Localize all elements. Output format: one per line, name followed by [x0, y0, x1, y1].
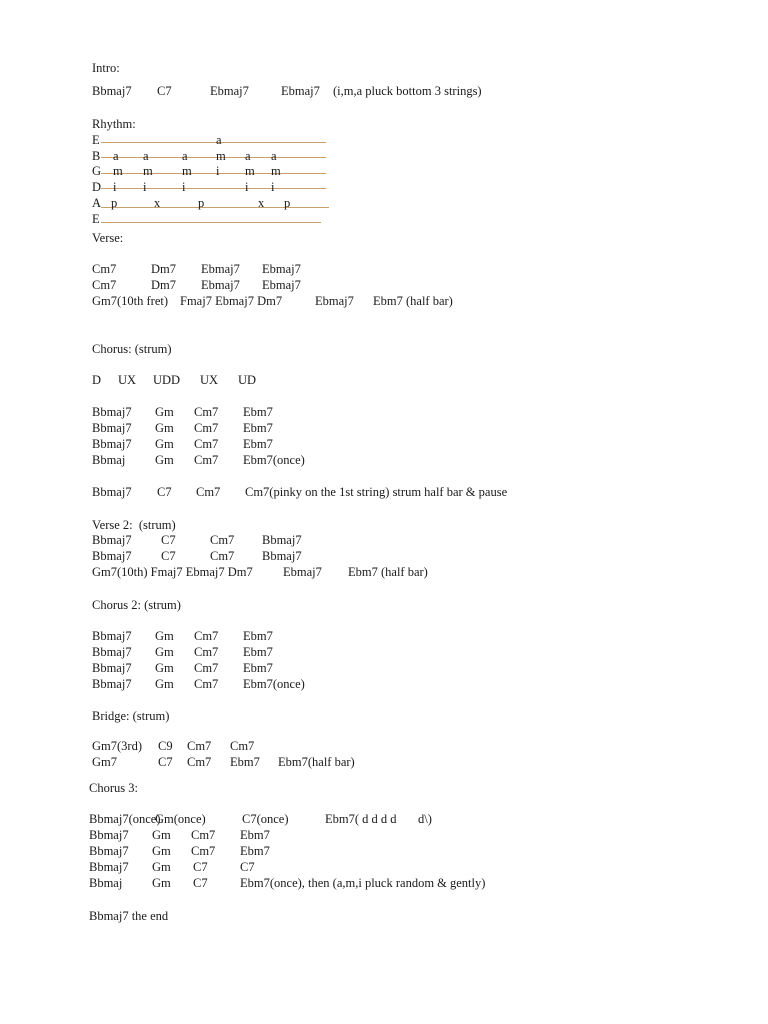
chord: Ebmaj7	[283, 565, 322, 579]
chord: C7	[157, 84, 172, 98]
chord: Bbmaj7	[92, 405, 132, 419]
tab-note: x	[258, 196, 265, 210]
chord: Ebm7	[240, 828, 270, 842]
verse2-heading: Verse 2: (strum)	[92, 518, 176, 532]
chord: Cm7	[187, 739, 212, 753]
tab-note: a	[271, 149, 277, 163]
chord: Gm	[152, 860, 171, 874]
tab-note: a	[113, 149, 119, 163]
tab-note: p	[111, 196, 118, 210]
chord: C7	[158, 755, 173, 769]
tab-string-line	[101, 207, 329, 208]
tab-note: m	[271, 164, 281, 178]
tab-note: m	[216, 149, 226, 163]
chord: Gm7	[92, 755, 117, 769]
strum-step: UX	[200, 373, 219, 387]
strum-step: UDD	[153, 373, 181, 387]
chord: C7	[161, 533, 176, 547]
chord: Gm	[155, 405, 174, 419]
intro-heading: Intro:	[92, 61, 120, 75]
chord: Ebmaj7	[201, 278, 240, 292]
chorus2-heading: Chorus 2: (strum)	[92, 598, 181, 612]
strum-step: UX	[118, 373, 137, 387]
chord: Cm7	[194, 421, 219, 435]
chord: Gm	[152, 876, 171, 890]
chord: Bbmaj7	[92, 84, 132, 98]
chord: Ebm7	[243, 661, 273, 675]
tab-note: a	[143, 149, 149, 163]
chord: Ebm7	[243, 421, 273, 435]
chord: Bbmaj7(once)	[89, 812, 161, 826]
ending-line: Bbmaj7 the end	[89, 909, 169, 923]
chord: Bbmaj7	[262, 549, 302, 563]
rhythm-heading: Rhythm:	[92, 117, 136, 131]
tab-string-name: E	[92, 133, 100, 147]
chord: Bbmaj7	[92, 549, 132, 563]
chord: Gm	[155, 437, 174, 451]
chord: Gm	[155, 661, 174, 675]
chord: d\)	[418, 812, 432, 826]
chord: Cm7	[230, 739, 255, 753]
chord: Ebm7( d d d d	[325, 812, 397, 826]
tab-string-name: E	[92, 212, 100, 226]
chord-note: (i,m,a pluck bottom 3 strings)	[333, 84, 482, 98]
chord: Cm7	[92, 278, 117, 292]
chord: Ebm7	[230, 755, 260, 769]
chord: Gm	[155, 629, 174, 643]
chord: Cm7	[194, 405, 219, 419]
chord: Bbmaj7	[89, 860, 129, 874]
chord: C7(once)	[242, 812, 289, 826]
chord: Ebm7	[243, 437, 273, 451]
chord: Bbmaj7	[92, 661, 132, 675]
tab-note: m	[113, 164, 123, 178]
chord: Cm7	[194, 645, 219, 659]
chord: Ebm7	[243, 645, 273, 659]
tab-note: a	[182, 149, 188, 163]
tab-string-line	[101, 157, 326, 158]
chord: Cm7	[92, 262, 117, 276]
chord: Ebmaj7	[201, 262, 240, 276]
chord: Ebmaj7	[281, 84, 320, 98]
tab-string-name: D	[92, 180, 102, 194]
chord: Bbmaj7	[89, 844, 129, 858]
chord: Bbmaj7	[262, 533, 302, 547]
chord: Ebm7(once)	[243, 453, 305, 467]
tab-note: p	[198, 196, 205, 210]
chord: C9	[158, 739, 173, 753]
chord: Bbmaj	[89, 876, 123, 890]
chord: Bbmaj7	[92, 645, 132, 659]
chord: Cm7	[210, 549, 235, 563]
tab-string-line	[101, 173, 326, 174]
tab-note: i	[271, 180, 275, 194]
chord: C7	[157, 485, 172, 499]
chord: Cm7	[187, 755, 212, 769]
chord: Bbmaj7	[92, 437, 132, 451]
chord: Gm	[155, 421, 174, 435]
chord: Cm7	[191, 844, 216, 858]
chord: Ebm7 (half bar)	[348, 565, 428, 579]
chord: Bbmaj7	[92, 533, 132, 547]
tab-note: i	[216, 164, 220, 178]
chord: Bbmaj7	[92, 629, 132, 643]
tab-note: i	[113, 180, 117, 194]
chord: Cm7	[194, 453, 219, 467]
chord: C7	[193, 860, 208, 874]
chord: Cm7	[191, 828, 216, 842]
chorus3-heading: Chorus 3:	[89, 781, 138, 795]
strum-step: D	[92, 373, 102, 387]
chord: Ebmaj7	[315, 294, 354, 308]
tab-string-line	[101, 188, 326, 189]
chord: Gm	[155, 677, 174, 691]
tab-string-line	[101, 142, 326, 143]
chord: Bbmaj7	[92, 677, 132, 691]
tab-string-name: B	[92, 149, 101, 163]
chord: Cm7	[196, 485, 221, 499]
chord: Cm7	[194, 661, 219, 675]
chord: Gm	[152, 844, 171, 858]
chord: Ebmaj7	[262, 278, 301, 292]
chord: Fmaj7 Ebmaj7 Dm7	[180, 294, 283, 308]
chord: C7	[193, 876, 208, 890]
chord: Ebm7 (half bar)	[373, 294, 453, 308]
chord: Gm7(3rd)	[92, 739, 142, 753]
chord: Ebm7(half bar)	[278, 755, 355, 769]
chord: Ebmaj7	[210, 84, 249, 98]
chord: Ebmaj7	[262, 262, 301, 276]
chord: Ebm7	[243, 629, 273, 643]
tab-note: i	[143, 180, 147, 194]
chord: Bbmaj7	[92, 485, 132, 499]
bridge-heading: Bridge: (strum)	[92, 709, 170, 723]
tab-note: x	[154, 196, 161, 210]
tab-string-name: A	[92, 196, 102, 210]
chorus-heading: Chorus: (strum)	[92, 342, 172, 356]
chord: Ebm7	[243, 405, 273, 419]
chord: Cm7	[210, 533, 235, 547]
chord: Ebm7(once)	[243, 677, 305, 691]
tab-note: i	[182, 180, 186, 194]
tab-note: a	[216, 133, 222, 147]
tab-string-line	[101, 222, 321, 223]
verse-heading: Verse:	[92, 231, 124, 245]
chord: Cm7	[194, 677, 219, 691]
tab-note: m	[245, 164, 255, 178]
chord: Gm7(10th fret)	[92, 294, 169, 308]
chord: Cm7	[194, 437, 219, 451]
chord: Cm7(pinky on the 1st string) strum half bar & pause	[245, 485, 508, 499]
tab-note: m	[182, 164, 192, 178]
chord: Bbmaj7	[89, 828, 129, 842]
tab-note: m	[143, 164, 153, 178]
chord: Cm7	[194, 629, 219, 643]
chord: Gm7(10th) Fmaj7 Ebmaj7 Dm7	[92, 565, 253, 579]
chord: Ebm7	[240, 844, 270, 858]
chord: C7	[240, 860, 255, 874]
chord: Gm(once)	[155, 812, 206, 826]
chord: Gm	[155, 453, 174, 467]
tab-string-name: G	[92, 164, 102, 178]
tab-note: i	[245, 180, 249, 194]
chord: Bbmaj7	[92, 421, 132, 435]
tab-note: a	[245, 149, 251, 163]
chord: Dm7	[151, 262, 176, 276]
chord: Gm	[155, 645, 174, 659]
strum-step: UD	[238, 373, 257, 387]
chord: Bbmaj	[92, 453, 126, 467]
chord: Ebm7(once), then (a,m,i pluck random & gently)	[240, 876, 486, 890]
chord: Dm7	[151, 278, 176, 292]
tab-note: p	[284, 196, 291, 210]
chord: Gm	[152, 828, 171, 842]
chord: C7	[161, 549, 176, 563]
